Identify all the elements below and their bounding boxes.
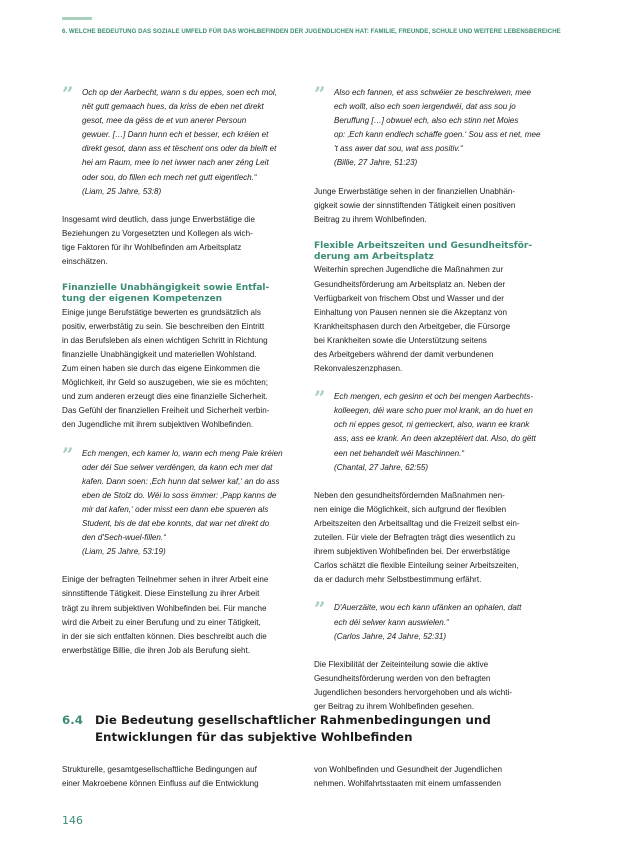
text-line: zuteilen. Für viele der Befragten trägt dies wesentlich zu: [314, 533, 516, 543]
quote-line: kolleegen, déi ware scho puer mol krank, an do huet en: [334, 406, 533, 416]
quote-line: Ech mengen, ech gesinn et och bei mengen Aarbechts-: [334, 392, 534, 402]
text-line: positiv, erwerbstätig zu sein. Sie beschreiben den Eintritt: [62, 321, 265, 331]
quote-source: (Chantal, 27 Jahre, 62:55): [334, 462, 429, 472]
text-line: Rekonvaleszenzphasen.: [314, 364, 403, 374]
quote-line: oder déi Sue selwer verdéngen, da kann ech mer dat: [82, 462, 273, 472]
text-line: des Arbeitgebers während der damit verbundenen: [314, 350, 494, 359]
text-line: gigkeit sowie der sinnstiftenden Tätigkeit einen positiven: [314, 200, 516, 210]
subheading-financial-independence: [62, 283, 300, 306]
text-line: Verfügbarkeit von frischem Obst und Wasser und der: [314, 293, 504, 303]
quote-line: hei am Raum, mee lo net iwwer nach aner zéng Leit: [82, 158, 269, 168]
text-line: finanzielle Unabhängigkeit und materiellen Wohlstand.: [62, 350, 257, 359]
quote-mark-icon: ”: [62, 442, 74, 467]
text-line: von Wohlbefinden und Gesundheit der Jugendlichen: [314, 765, 502, 774]
text-line: trägt zu ihrem subjektiven Wohlbefinden bei. Für manche: [62, 603, 267, 613]
section-title-line: Die Bedeutung gesellschaftlicher Rahmenbedingungen und: [95, 713, 491, 727]
quote-line: den d'Sech-wuel-fillen.“: [82, 533, 166, 543]
quote-source: (Liam, 25 Jahre, 53:19): [82, 547, 166, 557]
text-line: in das Berufsleben als einen wichtigen Schritt in Richtung: [62, 335, 268, 345]
text-line: Einhaltung von Pausen nennen sie die Akzeptanz von: [314, 307, 508, 317]
text-line: und zum anderen erzeugt dies eine finanzielle Sicherheit.: [62, 392, 268, 402]
paragraph-health-promotion: [314, 263, 552, 376]
text-line: in der sie sich entfalten können. Dies beschreibt auch die: [62, 631, 267, 641]
quote-line: Also ech fannen, et ass schwéier ze beschreiwen, mee: [334, 88, 532, 97]
quote-chantal: [314, 386, 552, 475]
text-line: wird die Arbeit zu einer Berufung und zu einer Tätigkeit,: [62, 617, 261, 627]
text-line: Einige junge Berufstätige bewerten es grundsätzlich als: [62, 307, 261, 317]
section-title: [95, 712, 575, 746]
quote-line: ass, ass ee krank. An deen akzeptéiert dat. Also, do gëtt: [334, 434, 536, 444]
paragraph-vocation: [62, 573, 300, 658]
text-line: einschätzen.: [62, 257, 108, 267]
paragraph-financial: [62, 306, 300, 433]
quote-line: Beruffung […] obwuel ech, also ech stinn net Moies: [334, 116, 519, 126]
running-header: 6. WELCHE BEDEUTUNG DAS SOZIALE UMFELD FÜR DAS WOHLBEFINDEN DER JUGENDLICHEN HAT: FAMILIE, FREUNDE, SCHULE UND WEITERE LEBENSBEREICHE: [62, 28, 561, 35]
quote-line: Ech mengen, ech kamer lo, wann ech meng Paie kréien: [82, 448, 283, 458]
text-line: Jugendlichen besonders hervorgehoben und als wichti-: [314, 687, 512, 697]
text-line: Gesundheitsförderung am Arbeitsplatz an. Neben der: [314, 279, 506, 289]
text-line: bei Krankheiten sowie die Unterstützung seitens: [314, 335, 487, 345]
quote-source: (Billie, 27 Jahre, 51:23): [334, 158, 418, 168]
text-line: Zum einen haben sie durch das eigene Einkommen die: [62, 364, 260, 374]
text-line: sinnstiftende Tätigkeit. Diese Einstellung zu ihrer Arbeit: [62, 589, 260, 599]
quote-line: Student, bis de dat ebe konnts, dat war net direkt do: [82, 519, 270, 529]
bottom-left-text: [62, 763, 300, 791]
quote-line: 't ass awer dat sou, wat ass positiv.“: [334, 144, 463, 154]
text-line: einer Makroebene können Einfluss auf die Entwicklung: [62, 779, 259, 789]
quote-line: oder sou, do fillen ech mech net gutt eigentlech.“: [82, 172, 257, 182]
quote-line: och ni eppes gesot, ni gemeckert, also, wann ee krank: [334, 420, 530, 430]
quote-liam-1: [62, 82, 300, 199]
quote-line: D'Auerzäite, wou ech kann ufänken an ophalen, datt: [334, 603, 522, 613]
subheading-line: tung der eigenen Kompetenzen: [62, 294, 223, 305]
text-line: Neben den gesundheitsfördernden Maßnahmen nen-: [314, 490, 505, 500]
quote-line: eben de Stolz do. Wéi lo soss ëmmer: ‚Papp kanns de: [82, 490, 277, 500]
text-line: Arbeitszeiten den Arbeitsalltag und die Freizeit selbst ein-: [314, 518, 520, 528]
quote-line: ech déi selwer kann auswielen.“: [334, 617, 449, 627]
text-line: Carlos schätzt die flexible Einteilung seiner Arbeitszeiten,: [314, 561, 519, 571]
text-line: tige Faktoren für ihr Wohlbefinden am Arbeitsplatz: [62, 242, 242, 252]
text-line: Einige der befragten Teilnehmer sehen in ihrer Arbeit eine: [62, 575, 269, 585]
text-line: nehmen. Wohlfahrtsstaaten mit einem umfassenden: [314, 779, 502, 789]
text-line: da er dadurch mehr Selbstbestimmung erfährt.: [314, 575, 482, 585]
quote-line: nët gutt gemaach hues, da kriss de eben net direkt: [82, 102, 264, 112]
quote-line: gewuer. […] Dann hunn ech et besser, ech kréien et: [82, 130, 269, 140]
quote-line: een net behandelt wéi Maschinnen.“: [334, 448, 465, 458]
header-accent-bar: [62, 17, 92, 20]
text-line: Die Flexibilität der Zeiteinteilung sowie die aktive: [314, 659, 489, 669]
quote-line: ech wollt, also ech soen iergendwéi, dat ass sou jo: [334, 102, 516, 112]
text-line: Beziehungen zu Vorgesetzten und Kollegen als wich-: [62, 228, 253, 238]
section-number: 6.4: [62, 713, 83, 727]
quote-liam-2: [62, 442, 300, 560]
text-line: ger Beitrag zu ihrem Wohlbefinden gesehen.: [314, 701, 475, 711]
text-line: Krankheitsphasen durch den Arbeitgeber, die Fürsorge: [314, 321, 511, 331]
text-line: Das Gefühl der finanziellen Freiheit und Sicherheit verbin-: [62, 406, 270, 416]
text-line: Strukturelle, gesamtgesellschaftliche Bedingungen auf: [62, 765, 257, 774]
quote-mark-icon: ”: [62, 82, 74, 106]
text-line: ihrem subjektiven Wohlbefinden bei. Der erwerbstätige: [314, 547, 511, 557]
section-title-line: Entwicklungen für das subjektive Wohlbefinden: [95, 730, 413, 744]
quote-line: mir dat kafen,‘ oder misst een dann ebe spueren als: [82, 504, 269, 514]
text-line: Möglichkeit, ihr Geld so auszugeben, wie sie es möchten;: [62, 378, 269, 388]
quote-source: (Liam, 25 Jahre, 53:8): [82, 186, 162, 196]
quote-mark-icon: ”: [314, 82, 326, 106]
quote-mark-icon: ”: [314, 597, 326, 622]
quote-line: Och op der Aarbecht, wann s du eppes, soen ech mol,: [82, 88, 277, 97]
paragraph-flexibility-summary: [314, 658, 552, 714]
quote-mark-icon: ”: [314, 386, 326, 411]
subheading-line: Flexible Arbeitszeiten und Gesundheitsför-: [314, 240, 533, 251]
quote-line: kafen. Dann soen: ‚Ech hunn dat selwer kaf,‘ an do ass: [82, 476, 280, 486]
text-line: Weiterhin sprechen Jugendliche die Maßnahmen zur: [314, 265, 504, 275]
text-line: erwerbstätige Billie, die ihren Job als Berufung sieht.: [62, 645, 251, 655]
text-line: Beitrag zu ihrem Wohlbefinden.: [314, 214, 427, 224]
subheading-flexible-hours: [314, 241, 552, 264]
quote-carlos: [314, 597, 552, 643]
quote-line: op: ‚Ech kann endlech schaffe goen.‘ Sou ass et net, mee: [334, 130, 541, 140]
quote-billie: [314, 82, 552, 171]
page-number: 146: [62, 814, 83, 827]
text-line: Junge Erwerbstätige sehen in der finanziellen Unabhän-: [314, 186, 516, 196]
left-column: [62, 82, 300, 658]
quote-line: gesot, mee da gëss de et vun anerer Persoun: [82, 116, 247, 126]
right-column: [314, 82, 552, 714]
subheading-line: Finanzielle Unabhängigkeit sowie Entfal-: [62, 283, 270, 294]
text-line: den Jugendliche mit ihrem subjektiven Wohlbefinden.: [62, 420, 254, 430]
paragraph-independence-summary: [314, 185, 552, 227]
paragraph-flexible-hours: [314, 489, 552, 588]
subheading-line: derung am Arbeitsplatz: [314, 252, 434, 263]
quote-source: (Carlos Jahre, 24 Jahre, 52:31): [334, 631, 447, 641]
text-line: nen einige die Möglichkeit, sich aufgrund der flexiblen: [314, 504, 507, 514]
text-line: Gesundheitsförderung werden von den befragten: [314, 673, 491, 683]
text-line: Insgesamt wird deutlich, dass junge Erwerbstätige die: [62, 214, 256, 224]
bottom-right-text: [314, 763, 552, 791]
paragraph-relationships: [62, 213, 300, 269]
quote-line: direkt gesot, dann ass et tëschent ons oder da bleift et: [82, 144, 277, 154]
